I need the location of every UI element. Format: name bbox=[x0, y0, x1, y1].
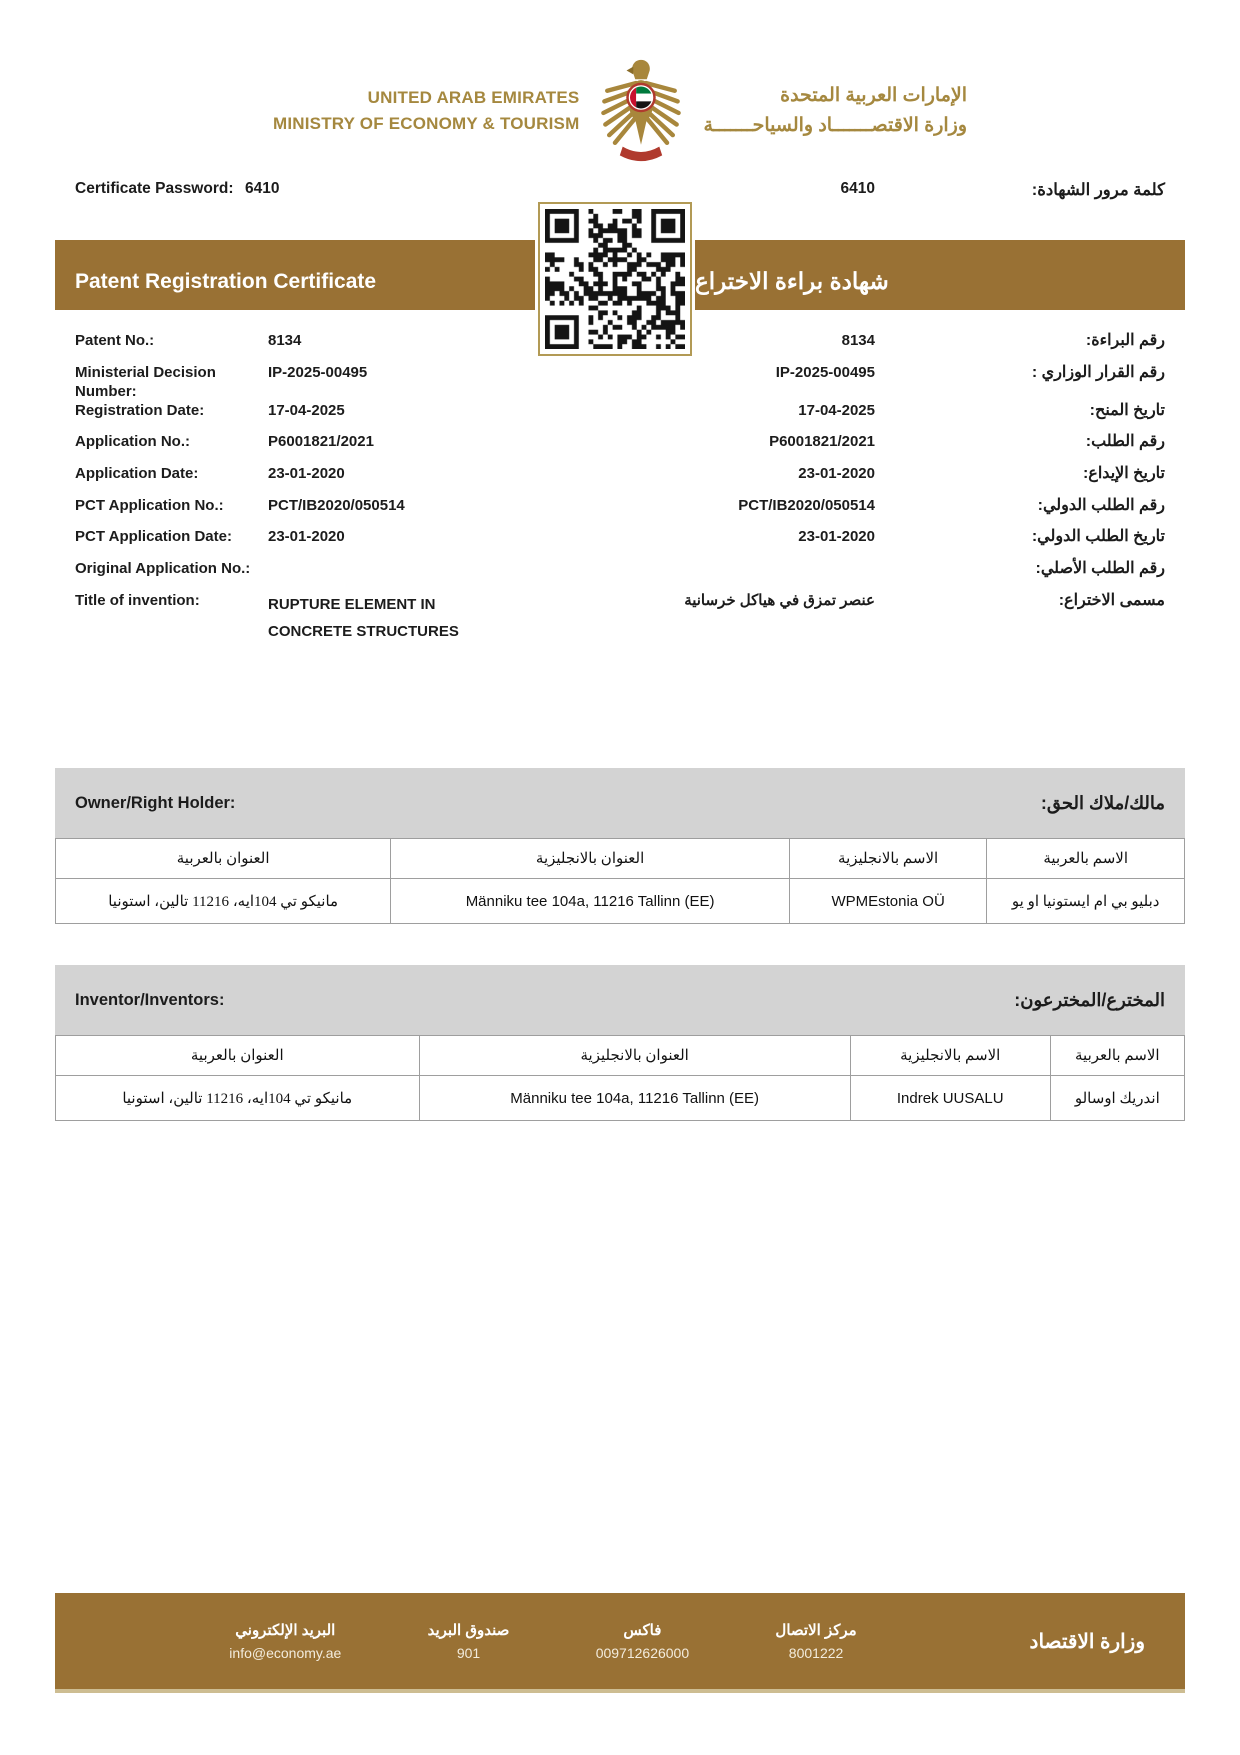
detail-label-ar: رقم الطلب الدولي: bbox=[1037, 496, 1165, 514]
inventor-name-en: Indrek UUSALU bbox=[850, 1076, 1050, 1121]
inventor-address-en: Männiku tee 104a, 11216 Tallinn (EE) bbox=[419, 1076, 850, 1121]
detail-label-ar: رقم البراءة: bbox=[1085, 332, 1165, 349]
certificate-title-ar: شهادة براءة الاختراع bbox=[695, 240, 1185, 310]
owner-address-ar: مانيكو تي 104ايه، 11216 تالين، استونيا bbox=[56, 879, 391, 924]
owner-table-row bbox=[56, 879, 1185, 924]
detail-value-ar: 23-01-2020 bbox=[798, 528, 875, 546]
footer-fax-column bbox=[596, 1621, 689, 1661]
owner-header-address-ar: العنوان بالعربية bbox=[56, 839, 391, 879]
footer-fax-value: 009712626000 bbox=[595, 1645, 690, 1661]
detail-value-ar: 23-01-2020 bbox=[798, 465, 875, 483]
detail-value-ar: IP-2025-00495 bbox=[775, 363, 875, 381]
detail-row-patent-no bbox=[75, 331, 1165, 363]
detail-row-original-application-no bbox=[75, 559, 1165, 591]
detail-value-ar: 17-04-2025 bbox=[798, 401, 875, 419]
detail-value-en: 23-01-2020 bbox=[268, 465, 345, 483]
detail-row-registration-date bbox=[75, 401, 1165, 433]
detail-label-en: PCT Application Date: bbox=[75, 528, 232, 546]
owner-header-address-en: العنوان بالانجليزية bbox=[391, 839, 790, 879]
inventor-name-ar: اندريك اوسالو bbox=[1050, 1076, 1184, 1121]
password-value-en: 6410 bbox=[245, 180, 280, 197]
detail-value-ar: 8134 bbox=[841, 332, 875, 349]
detail-label-ar: تاريخ المنح: bbox=[1089, 401, 1165, 419]
inventor-section-banner bbox=[55, 965, 1185, 1035]
owner-section-banner bbox=[55, 768, 1185, 838]
footer-pobox-column bbox=[428, 1621, 510, 1661]
password-label-en: Certificate Password: bbox=[75, 180, 234, 197]
inventor-header-address-ar: العنوان بالعربية bbox=[56, 1036, 420, 1076]
detail-value-ar: PCT/IB2020/050514 bbox=[738, 496, 875, 514]
ministry-en-line1: UNITED ARAB EMIRATES bbox=[367, 88, 580, 107]
password-label-ar: كلمة مرور الشهادة: bbox=[1031, 181, 1165, 199]
detail-row-title-of-invention bbox=[75, 591, 1165, 645]
detail-value-ar: P6001821/2021 bbox=[769, 433, 875, 451]
footer-callcenter-label: مركز الاتصال bbox=[775, 1622, 857, 1639]
owner-name-ar: دبليو بي ام ايستونيا او يو bbox=[987, 879, 1185, 924]
inventor-table bbox=[55, 1035, 1185, 1121]
inventor-header-name-ar: الاسم بالعربية bbox=[1050, 1036, 1184, 1076]
owner-table-header-row bbox=[56, 839, 1185, 879]
certificate-password-row bbox=[75, 180, 1165, 200]
detail-value-en: RUPTURE ELEMENT IN CONCRETE STRUCTURES bbox=[268, 595, 459, 640]
detail-label-en: Original Application No.: bbox=[75, 560, 251, 578]
footer-callcenter-column bbox=[775, 1621, 856, 1661]
inventor-table-row bbox=[56, 1076, 1185, 1121]
detail-label-ar: تاريخ الطلب الدولي: bbox=[1031, 528, 1165, 546]
footer bbox=[55, 1593, 1185, 1693]
detail-label-ar: رقم الطلب: bbox=[1085, 433, 1165, 451]
detail-row-pct-application-date bbox=[75, 527, 1165, 559]
detail-value-en: 17-04-2025 bbox=[268, 401, 345, 419]
owner-header-name-en: الاسم بالانجليزية bbox=[789, 839, 987, 879]
ministry-name-arabic bbox=[703, 81, 967, 141]
detail-label-en: Application No.: bbox=[75, 433, 190, 451]
detail-label-ar: رقم القرار الوزاري : bbox=[1031, 363, 1165, 381]
inventor-header-address-en: العنوان بالانجليزية bbox=[419, 1036, 850, 1076]
detail-row-application-date bbox=[75, 464, 1165, 496]
detail-value-en: 23-01-2020 bbox=[268, 528, 345, 546]
detail-row-application-no bbox=[75, 432, 1165, 464]
footer-pobox-value: 901 bbox=[456, 1645, 481, 1661]
ministry-ar-line2: وزارة الاقتصـــــــاد والسياحـــــــة bbox=[703, 115, 968, 136]
detail-value-ar: عنصر تمزق في هياكل خرسانية bbox=[684, 591, 875, 609]
footer-pobox-label: صندوق البريد bbox=[427, 1622, 510, 1639]
password-value-ar-side: 6410 bbox=[840, 180, 875, 197]
detail-label-en: Registration Date: bbox=[75, 401, 205, 419]
inventor-header-name-en: الاسم بالانجليزية bbox=[850, 1036, 1050, 1076]
inventor-table-header-row bbox=[56, 1036, 1185, 1076]
ministry-name-english bbox=[273, 85, 579, 137]
detail-value-en: IP-2025-00495 bbox=[268, 363, 368, 381]
detail-label-en: PCT Application No.: bbox=[75, 496, 224, 514]
detail-label-en: Ministerial Decision Number: bbox=[75, 363, 216, 400]
owner-table bbox=[55, 838, 1185, 924]
footer-email-value: info@economy.ae bbox=[229, 1645, 342, 1661]
owner-title-ar: مالك/ملاك الحق: bbox=[1040, 792, 1165, 813]
footer-callcenter-value: 8001222 bbox=[788, 1645, 844, 1661]
footer-ministry-name: وزارة الاقتصاد bbox=[1029, 1630, 1145, 1653]
detail-value-en: 8134 bbox=[268, 332, 302, 349]
owner-header-name-ar: الاسم بالعربية bbox=[987, 839, 1185, 879]
detail-label-ar: تاريخ الإيداع: bbox=[1082, 465, 1165, 483]
inventor-address-ar: مانيكو تي 104ايه، 11216 تالين، استونيا bbox=[56, 1076, 420, 1121]
owner-address-en: Männiku tee 104a, 11216 Tallinn (EE) bbox=[391, 879, 790, 924]
certificate-title-en: Patent Registration Certificate bbox=[55, 240, 535, 310]
uae-falcon-emblem-icon bbox=[597, 58, 685, 164]
footer-email-label: البريد الإلكتروني bbox=[235, 1622, 336, 1639]
ministry-en-line2: MINISTRY OF ECONOMY & TOURISM bbox=[272, 114, 580, 133]
detail-value-en: P6001821/2021 bbox=[268, 433, 374, 451]
owner-name-en: WPMEstonia OÜ bbox=[789, 879, 987, 924]
inventor-title-ar: المخترع/المخترعون: bbox=[1014, 989, 1165, 1010]
ministry-ar-line1: الإمارات العربية المتحدة bbox=[780, 85, 968, 106]
detail-label-ar: رقم الطلب الأصلي: bbox=[1035, 560, 1165, 578]
detail-label-en: Patent No.: bbox=[75, 332, 155, 349]
footer-email-column bbox=[229, 1621, 341, 1661]
owner-title-en: Owner/Right Holder: bbox=[75, 793, 236, 812]
footer-contact-columns bbox=[143, 1621, 943, 1661]
detail-row-ministerial-decision bbox=[75, 363, 1165, 401]
footer-fax-label: فاكس bbox=[623, 1622, 662, 1639]
document-header bbox=[0, 58, 1240, 164]
detail-value-en: PCT/IB2020/050514 bbox=[268, 496, 405, 514]
detail-label-en: Title of invention: bbox=[75, 591, 200, 609]
detail-row-pct-application-no bbox=[75, 496, 1165, 528]
inventor-title-en: Inventor/Inventors: bbox=[75, 990, 225, 1009]
title-banner-row bbox=[55, 240, 1185, 310]
detail-label-ar: مسمى الاختراع: bbox=[1058, 591, 1165, 609]
patent-details bbox=[75, 331, 1165, 645]
detail-label-en: Application Date: bbox=[75, 465, 199, 483]
